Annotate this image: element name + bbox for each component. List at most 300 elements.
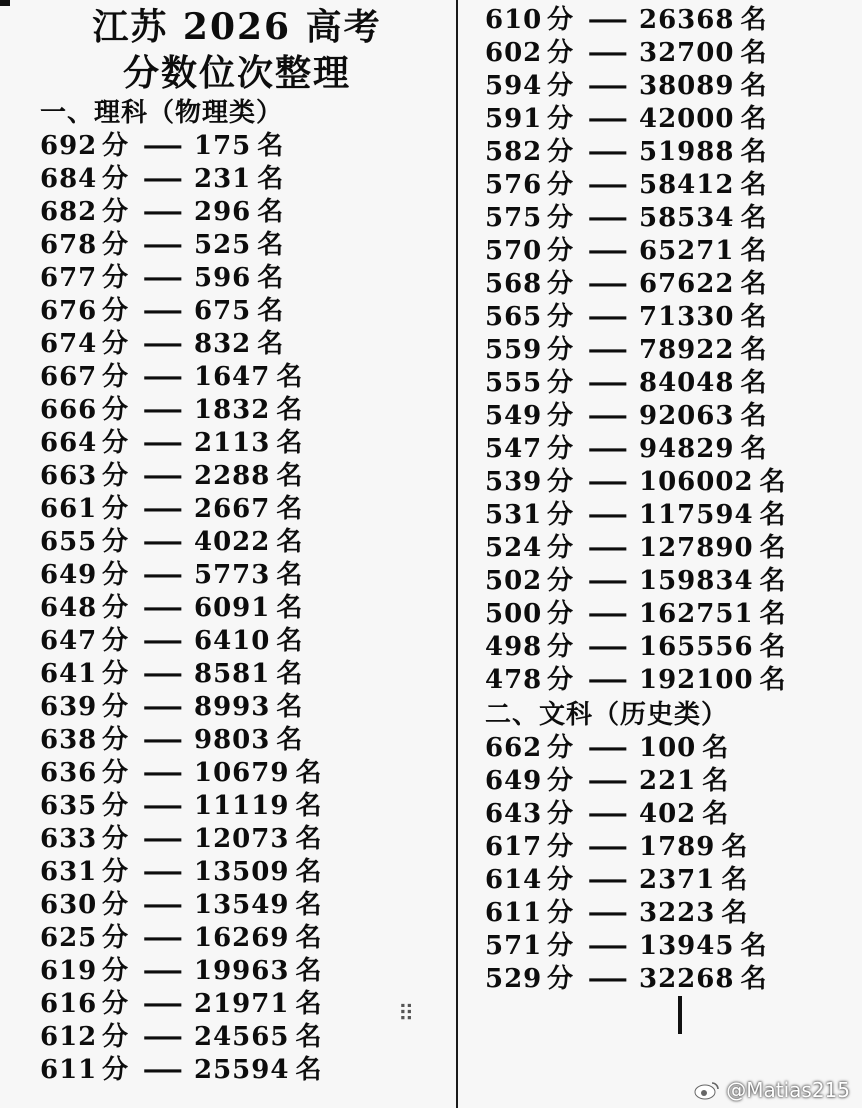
score-value: 570 — [485, 236, 543, 266]
rank-value: 67622 — [639, 269, 735, 299]
dash-separator: — — [142, 857, 186, 887]
score-value: 647 — [40, 626, 98, 656]
rank-suffix: 名 — [276, 494, 304, 524]
score-unit: 分 — [102, 692, 130, 722]
score-value: 565 — [485, 302, 543, 332]
score-rank-row — [485, 235, 855, 268]
score-unit: 分 — [547, 865, 575, 895]
rank-value: 8993 — [194, 692, 271, 722]
score-value: 643 — [485, 799, 543, 829]
score-rank-row — [40, 460, 450, 493]
dash-separator: — — [587, 599, 631, 629]
rank-suffix: 名 — [276, 362, 304, 392]
score-value: 631 — [40, 857, 98, 887]
score-unit: 分 — [547, 401, 575, 431]
dash-separator: — — [587, 733, 631, 763]
score-rank-row — [40, 955, 450, 988]
dash-separator: — — [142, 395, 186, 425]
score-unit: 分 — [102, 164, 130, 194]
rank-suffix: 名 — [295, 758, 323, 788]
score-value: 555 — [485, 368, 543, 398]
rank-suffix: 名 — [276, 461, 304, 491]
rank-value: 11119 — [194, 791, 290, 821]
score-unit: 分 — [547, 500, 575, 530]
rank-suffix: 名 — [740, 335, 768, 365]
score-rank-row — [40, 1054, 450, 1087]
rank-suffix: 名 — [759, 632, 787, 662]
rank-suffix: 名 — [257, 230, 285, 260]
score-value: 664 — [40, 428, 98, 458]
score-rank-row — [485, 400, 855, 433]
dash-separator: — — [142, 989, 186, 1019]
rank-suffix: 名 — [295, 890, 323, 920]
rank-suffix: 名 — [721, 898, 749, 928]
score-value: 663 — [40, 461, 98, 491]
score-value: 576 — [485, 170, 543, 200]
score-rank-row — [40, 427, 450, 460]
score-rank-row — [40, 163, 450, 196]
dash-separator: — — [587, 203, 631, 233]
left-column — [40, 0, 450, 1087]
dash-separator: — — [142, 824, 186, 854]
score-rank-row — [485, 631, 855, 664]
score-value: 638 — [40, 725, 98, 755]
score-value: 594 — [485, 71, 543, 101]
rank-value: 13945 — [639, 931, 735, 961]
score-rank-row — [485, 334, 855, 367]
dash-separator: — — [142, 593, 186, 623]
dash-separator: — — [142, 890, 186, 920]
dash-separator: — — [587, 632, 631, 662]
score-unit: 分 — [547, 137, 575, 167]
score-unit: 分 — [547, 170, 575, 200]
score-unit: 分 — [102, 230, 130, 260]
score-value: 549 — [485, 401, 543, 431]
dash-separator: — — [142, 494, 186, 524]
score-value: 633 — [40, 824, 98, 854]
score-unit: 分 — [547, 931, 575, 961]
rank-suffix: 名 — [295, 824, 323, 854]
score-unit: 分 — [547, 104, 575, 134]
score-rank-row — [40, 328, 450, 361]
rank-value: 165556 — [639, 632, 754, 662]
science-list — [40, 130, 450, 1087]
dash-separator: — — [587, 335, 631, 365]
score-value: 529 — [485, 964, 543, 994]
rank-suffix: 名 — [295, 923, 323, 953]
rank-suffix: 名 — [740, 964, 768, 994]
rank-value: 58534 — [639, 203, 735, 233]
score-value: 635 — [40, 791, 98, 821]
score-unit: 分 — [102, 890, 130, 920]
rank-suffix: 名 — [257, 164, 285, 194]
score-unit: 分 — [102, 626, 130, 656]
score-value: 649 — [40, 560, 98, 590]
watermark-text: @Matias215 — [726, 1078, 850, 1102]
score-rank-row — [485, 466, 855, 499]
score-unit: 分 — [102, 1022, 130, 1052]
score-rank-row — [40, 658, 450, 691]
rank-suffix: 名 — [257, 197, 285, 227]
rank-suffix: 名 — [295, 1055, 323, 1085]
rank-value: 32268 — [639, 964, 735, 994]
score-rank-row — [40, 130, 450, 163]
score-value: 591 — [485, 104, 543, 134]
score-unit: 分 — [547, 38, 575, 68]
score-value: 478 — [485, 665, 543, 695]
score-unit: 分 — [102, 725, 130, 755]
score-rank-row — [40, 691, 450, 724]
dash-separator: — — [142, 791, 186, 821]
score-unit: 分 — [547, 467, 575, 497]
score-value: 655 — [40, 527, 98, 557]
score-rank-row — [485, 268, 855, 301]
dash-separator: — — [587, 665, 631, 695]
score-value: 666 — [40, 395, 98, 425]
rank-value: 71330 — [639, 302, 735, 332]
rank-suffix: 名 — [257, 329, 285, 359]
rank-value: 42000 — [639, 104, 735, 134]
score-rank-row — [485, 202, 855, 235]
dash-separator: — — [587, 467, 631, 497]
dash-separator: — — [142, 329, 186, 359]
score-rank-row — [40, 724, 450, 757]
rank-value: 4022 — [194, 527, 271, 557]
rank-suffix: 名 — [257, 296, 285, 326]
score-value: 616 — [40, 989, 98, 1019]
rank-suffix: 名 — [740, 203, 768, 233]
score-rank-row — [40, 592, 450, 625]
score-value: 677 — [40, 263, 98, 293]
rank-suffix: 名 — [740, 368, 768, 398]
dash-separator: — — [142, 626, 186, 656]
science-heading: 一、理科（物理类） — [40, 98, 284, 128]
rank-value: 25594 — [194, 1055, 290, 1085]
rank-suffix: 名 — [759, 665, 787, 695]
score-rank-row — [40, 790, 450, 823]
score-unit: 分 — [547, 799, 575, 829]
rank-suffix: 名 — [702, 733, 730, 763]
score-rank-row — [485, 532, 855, 565]
rank-suffix: 名 — [276, 395, 304, 425]
score-rank-row — [40, 526, 450, 559]
score-value: 582 — [485, 137, 543, 167]
rank-suffix: 名 — [740, 137, 768, 167]
rank-value: 13509 — [194, 857, 290, 887]
score-rank-row — [485, 103, 855, 136]
dash-separator: — — [587, 931, 631, 961]
score-rank-row — [40, 394, 450, 427]
score-rank-row — [485, 732, 855, 765]
dash-separator: — — [142, 296, 186, 326]
dash-separator: — — [587, 832, 631, 862]
score-rank-row — [485, 301, 855, 334]
dash-separator: — — [587, 269, 631, 299]
dash-separator: — — [142, 197, 186, 227]
rank-value: 596 — [194, 263, 252, 293]
rank-value: 5773 — [194, 560, 271, 590]
score-rank-row — [40, 262, 450, 295]
dash-separator: — — [587, 533, 631, 563]
rank-value: 58412 — [639, 170, 735, 200]
rank-value: 3223 — [639, 898, 716, 928]
rank-value: 92063 — [639, 401, 735, 431]
rank-value: 832 — [194, 329, 252, 359]
score-rank-row — [40, 295, 450, 328]
rank-value: 2288 — [194, 461, 271, 491]
score-value: 667 — [40, 362, 98, 392]
rank-suffix: 名 — [276, 428, 304, 458]
score-rank-row — [485, 598, 855, 631]
dash-separator: — — [587, 566, 631, 596]
score-unit: 分 — [547, 368, 575, 398]
score-rank-row — [40, 922, 450, 955]
score-unit: 分 — [547, 599, 575, 629]
score-rank-row — [485, 433, 855, 466]
score-rank-row — [485, 37, 855, 70]
score-rank-row — [40, 856, 450, 889]
score-rank-row — [40, 988, 450, 1021]
score-rank-row — [485, 664, 855, 697]
rank-suffix: 名 — [721, 865, 749, 895]
score-value: 662 — [485, 733, 543, 763]
score-rank-row — [485, 499, 855, 532]
score-rank-row — [40, 889, 450, 922]
score-unit: 分 — [102, 956, 130, 986]
score-rank-row — [40, 625, 450, 658]
rank-suffix: 名 — [740, 269, 768, 299]
dash-separator: — — [142, 1022, 186, 1052]
score-unit: 分 — [102, 395, 130, 425]
dash-separator: — — [142, 461, 186, 491]
rank-value: 8581 — [194, 659, 271, 689]
score-rank-row — [40, 196, 450, 229]
rank-suffix: 名 — [702, 799, 730, 829]
rank-suffix: 名 — [276, 725, 304, 755]
score-unit: 分 — [102, 494, 130, 524]
score-unit: 分 — [547, 236, 575, 266]
score-unit: 分 — [102, 131, 130, 161]
rank-suffix: 名 — [740, 931, 768, 961]
rank-value: 675 — [194, 296, 252, 326]
dash-separator: — — [142, 428, 186, 458]
rank-suffix: 名 — [740, 434, 768, 464]
score-unit: 分 — [547, 335, 575, 365]
rank-value: 12073 — [194, 824, 290, 854]
score-unit: 分 — [102, 758, 130, 788]
dash-separator: — — [587, 368, 631, 398]
corner-mark — [0, 0, 10, 6]
score-value: 619 — [40, 956, 98, 986]
score-rank-row — [40, 361, 450, 394]
score-unit: 分 — [547, 964, 575, 994]
score-rank-row — [40, 559, 450, 592]
rank-value: 21971 — [194, 989, 290, 1019]
score-rank-row — [40, 757, 450, 790]
rank-value: 6091 — [194, 593, 271, 623]
score-unit: 分 — [102, 197, 130, 227]
score-value: 682 — [40, 197, 98, 227]
arts-heading: 二、文科（历史类） — [485, 700, 729, 730]
score-rank-row — [485, 169, 855, 202]
text-cursor-icon — [678, 996, 682, 1034]
rank-suffix: 名 — [257, 263, 285, 293]
rank-suffix: 名 — [276, 527, 304, 557]
rank-suffix: 名 — [276, 692, 304, 722]
score-unit: 分 — [102, 263, 130, 293]
rank-value: 13549 — [194, 890, 290, 920]
score-unit: 分 — [547, 533, 575, 563]
score-rank-row — [40, 823, 450, 856]
rank-value: 192100 — [639, 665, 754, 695]
rank-value: 51988 — [639, 137, 735, 167]
score-value: 641 — [40, 659, 98, 689]
dash-separator: — — [142, 230, 186, 260]
score-unit: 分 — [102, 791, 130, 821]
rank-value: 162751 — [639, 599, 754, 629]
score-value: 610 — [485, 5, 543, 35]
score-unit: 分 — [102, 824, 130, 854]
score-value: 531 — [485, 500, 543, 530]
score-rank-row — [40, 229, 450, 262]
dash-separator: — — [587, 137, 631, 167]
dash-separator: — — [587, 302, 631, 332]
rank-value: 221 — [639, 766, 697, 796]
rank-value: 19963 — [194, 956, 290, 986]
score-value: 571 — [485, 931, 543, 961]
score-rank-row — [40, 1021, 450, 1054]
score-value: 611 — [485, 898, 543, 928]
score-rank-row — [485, 798, 855, 831]
rank-value: 296 — [194, 197, 252, 227]
score-value: 502 — [485, 566, 543, 596]
rank-value: 65271 — [639, 236, 735, 266]
rank-value: 159834 — [639, 566, 754, 596]
score-rank-row — [485, 930, 855, 963]
rank-value: 1647 — [194, 362, 271, 392]
dash-separator: — — [587, 434, 631, 464]
rank-suffix: 名 — [759, 599, 787, 629]
score-value: 630 — [40, 890, 98, 920]
rank-value: 32700 — [639, 38, 735, 68]
score-unit: 分 — [547, 5, 575, 35]
rank-value: 9803 — [194, 725, 271, 755]
score-unit: 分 — [547, 832, 575, 862]
dash-separator: — — [587, 5, 631, 35]
rank-suffix: 名 — [295, 857, 323, 887]
score-unit: 分 — [102, 329, 130, 359]
score-unit: 分 — [547, 434, 575, 464]
rank-suffix: 名 — [740, 5, 768, 35]
score-rank-row — [485, 963, 855, 996]
score-rank-row — [485, 136, 855, 169]
rank-suffix: 名 — [276, 659, 304, 689]
rank-suffix: 名 — [740, 302, 768, 332]
rank-suffix: 名 — [759, 467, 787, 497]
rank-value: 231 — [194, 164, 252, 194]
score-rank-row — [40, 493, 450, 526]
score-value: 602 — [485, 38, 543, 68]
score-unit: 分 — [547, 71, 575, 101]
rank-value: 106002 — [639, 467, 754, 497]
score-rank-row — [485, 897, 855, 930]
weibo-icon — [694, 1080, 720, 1100]
page-subtitle: 分数位次整理 — [122, 52, 351, 94]
score-value: 617 — [485, 832, 543, 862]
right-column — [485, 0, 855, 996]
dash-separator: — — [142, 131, 186, 161]
dash-separator: — — [587, 71, 631, 101]
dash-separator: — — [142, 164, 186, 194]
score-unit: 分 — [102, 923, 130, 953]
rank-value: 2667 — [194, 494, 271, 524]
rank-suffix: 名 — [759, 533, 787, 563]
rank-value: 117594 — [639, 500, 754, 530]
rank-suffix: 名 — [295, 956, 323, 986]
dash-separator: — — [142, 362, 186, 392]
rank-value: 127890 — [639, 533, 754, 563]
rank-suffix: 名 — [276, 560, 304, 590]
score-value: 500 — [485, 599, 543, 629]
rank-value: 78922 — [639, 335, 735, 365]
score-value: 498 — [485, 632, 543, 662]
score-value: 625 — [40, 923, 98, 953]
score-unit: 分 — [547, 203, 575, 233]
rank-suffix: 名 — [740, 38, 768, 68]
dash-separator: — — [587, 865, 631, 895]
grip-dots-icon[interactable]: ⠿ — [398, 1002, 415, 1027]
score-unit: 分 — [547, 566, 575, 596]
rank-value: 2113 — [194, 428, 271, 458]
rank-suffix: 名 — [295, 791, 323, 821]
score-unit: 分 — [102, 527, 130, 557]
score-value: 568 — [485, 269, 543, 299]
dash-separator: — — [142, 692, 186, 722]
rank-value: 26368 — [639, 5, 735, 35]
score-unit: 分 — [102, 362, 130, 392]
science-list-continued — [485, 4, 855, 697]
score-unit: 分 — [547, 733, 575, 763]
rank-suffix: 名 — [740, 170, 768, 200]
dash-separator: — — [142, 725, 186, 755]
score-unit: 分 — [102, 560, 130, 590]
score-value: 612 — [40, 1022, 98, 1052]
dash-separator: — — [587, 401, 631, 431]
dash-separator: — — [587, 236, 631, 266]
dash-separator: — — [587, 898, 631, 928]
page-title: 江苏 2026 高考 — [92, 6, 382, 48]
watermark — [694, 1078, 850, 1102]
score-value: 524 — [485, 533, 543, 563]
score-value: 636 — [40, 758, 98, 788]
rank-suffix: 名 — [257, 131, 285, 161]
score-value: 649 — [485, 766, 543, 796]
score-unit: 分 — [102, 989, 130, 1019]
score-rank-row — [485, 70, 855, 103]
rank-suffix: 名 — [740, 71, 768, 101]
score-unit: 分 — [547, 632, 575, 662]
dash-separator: — — [587, 104, 631, 134]
score-unit: 分 — [102, 593, 130, 623]
rank-value: 24565 — [194, 1022, 290, 1052]
rank-suffix: 名 — [276, 626, 304, 656]
score-rank-row — [485, 765, 855, 798]
rank-suffix: 名 — [702, 766, 730, 796]
score-unit: 分 — [102, 659, 130, 689]
score-rank-row — [485, 831, 855, 864]
dash-separator: — — [142, 659, 186, 689]
score-unit: 分 — [102, 857, 130, 887]
